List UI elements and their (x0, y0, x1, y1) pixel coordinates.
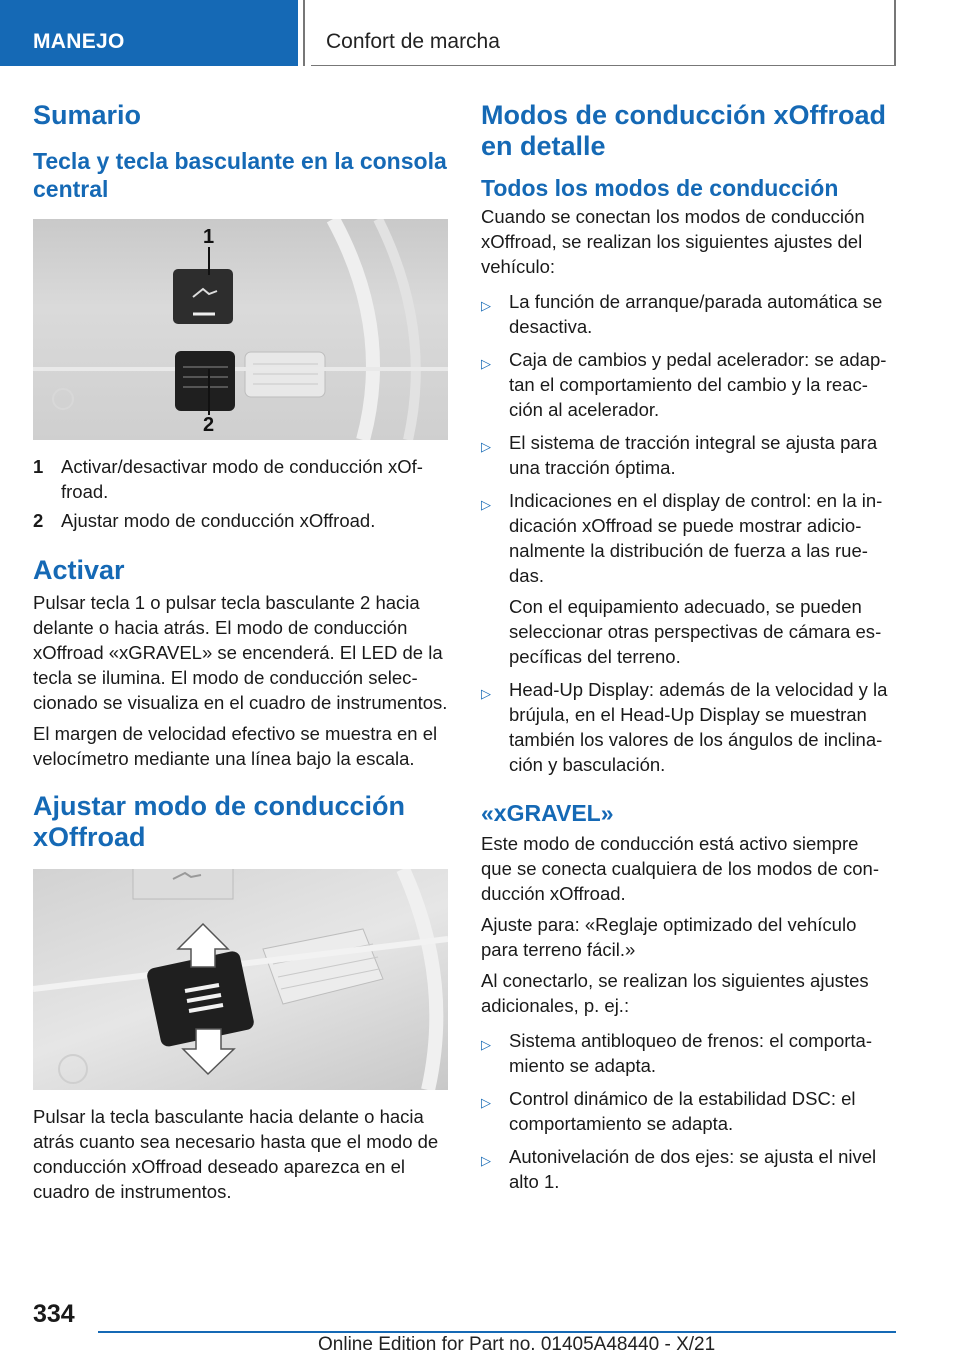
header-divider (303, 0, 305, 66)
list-item (481, 347, 894, 422)
left-column (33, 100, 448, 1210)
list-item (481, 1028, 894, 1078)
chapter-tab: MANEJO (0, 0, 298, 66)
list-item (481, 1144, 894, 1194)
right-column (481, 100, 894, 1202)
edition-note: Online Edition for Part no. 01405A48440 - X/21 (318, 1334, 716, 1355)
paragraph: Cuando se conectan los modos de conducción xOffroad, se realizan los siguientes ajustes del vehículo: (481, 206, 865, 277)
paragraph: Pulsar tecla 1 o pulsar tecla basculante 2 hacia delante o hacia atrás. El modo de conducción xOffroad «xGRAVEL» se encenderá. El LED de la tecla se ilumina. El modo de conducción seleccionado se visualiza en el cuadro de instrumentos. (33, 592, 448, 713)
list-item-text (509, 488, 894, 669)
heading-activar: Activar (33, 555, 125, 585)
paragraph: Ajuste para: «Reglaje optimizado del vehículo para terreno fácil.» (481, 914, 857, 960)
list-item (481, 430, 894, 480)
footer-rule (98, 1331, 896, 1333)
list-item-text: El sistema de tracción integral se ajusta para una tracción óptima. (509, 432, 878, 478)
paragraph: Pulsar la tecla basculante hacia delante o hacia atrás cuanto sea necesario hasta que el modo de conducción xOffroad deseado aparezca en el cuadro de instrumentos. (33, 1106, 439, 1202)
paragraph: Este modo de conducción está activo siempre que se conecta cualquiera de los modos de conducción xOffroad. (481, 833, 880, 904)
gravel-list (481, 1028, 894, 1194)
legend-text: Ajustar modo de conducción xOffroad. (61, 510, 376, 531)
paragraph: Al conectarlo, se realizan los siguientes ajustes adicionales, p. ej.: (481, 970, 869, 1016)
legend-number: 2 (33, 510, 44, 531)
list-item-note: Con el equipamiento adecuado, se pueden seleccionar otras perspectivas de cámara específicas del terreno. (509, 596, 882, 667)
rocker-illustration (33, 869, 448, 1090)
section-title: Confort de marcha (311, 0, 896, 66)
list-item-text: Caja de cambios y pedal acelerador: se adaptan el comportamiento del cambio y la reacción al acelerador. (509, 349, 887, 420)
heading-tecla: Tecla y tecla basculante en la consola central (33, 148, 447, 202)
heading-modos: Modos de conducción xOffroad en detalle (481, 100, 887, 161)
heading-xgravel: «xGRAVEL» (481, 800, 614, 826)
legend-list (33, 454, 448, 533)
bullet-triangle-icon: ▷ (481, 497, 491, 512)
list-item (481, 1086, 894, 1136)
bullet-triangle-icon: ▷ (481, 439, 491, 454)
heading-todos: Todos los modos de conducción (481, 175, 839, 201)
list-item-text: Sistema antibloqueo de frenos: el comportamiento se adapta. (509, 1030, 873, 1076)
heading-sumario: Sumario (33, 100, 142, 130)
list-item-text: La función de arranque/parada automática se desactiva. (509, 291, 883, 337)
list-item-main: Indicaciones en el display de control: en la indicación xOffroad se puede mostrar adicionalmente la distribución de fuerza a las ruedas. (509, 490, 883, 586)
bullet-triangle-icon: ▷ (481, 356, 491, 371)
bullet-triangle-icon: ▷ (481, 1153, 491, 1168)
heading-ajustar: Ajustar modo de conducción xOffroad (33, 791, 406, 852)
list-item-text: Control dinámico de la estabilidad DSC: el comportamiento se adapta. (509, 1088, 856, 1134)
page-number: 334 (33, 1300, 75, 1328)
legend-number: 1 (33, 456, 44, 477)
todos-list (481, 289, 894, 777)
figure-rocker-switch (33, 869, 448, 1090)
list-item (481, 488, 894, 669)
list-item (33, 454, 448, 504)
list-item (481, 289, 894, 339)
list-item-text: Head-Up Display: además de la velocidad y la brújula, en el Head-Up Display se muestran también los valores de los ángulos de inclinación y basculación. (509, 679, 888, 775)
console-illustration (33, 219, 448, 440)
callout-2: 2 (203, 414, 215, 436)
bullet-triangle-icon: ▷ (481, 1095, 491, 1110)
bullet-triangle-icon: ▷ (481, 686, 491, 701)
list-item (33, 508, 448, 533)
paragraph: El margen de velocidad efectivo se muestra en el velocímetro mediante una línea bajo la escala. (33, 723, 438, 769)
legend-text: Activar/desactivar modo de conducción xOffroad. (61, 456, 423, 502)
list-item-text: Autonivelación de dos ejes: se ajusta el nivel alto 1. (509, 1146, 877, 1192)
callout-1: 1 (203, 226, 215, 248)
list-item (481, 677, 894, 777)
bullet-triangle-icon: ▷ (481, 298, 491, 313)
bullet-triangle-icon: ▷ (481, 1037, 491, 1052)
figure-console-buttons (33, 219, 448, 440)
